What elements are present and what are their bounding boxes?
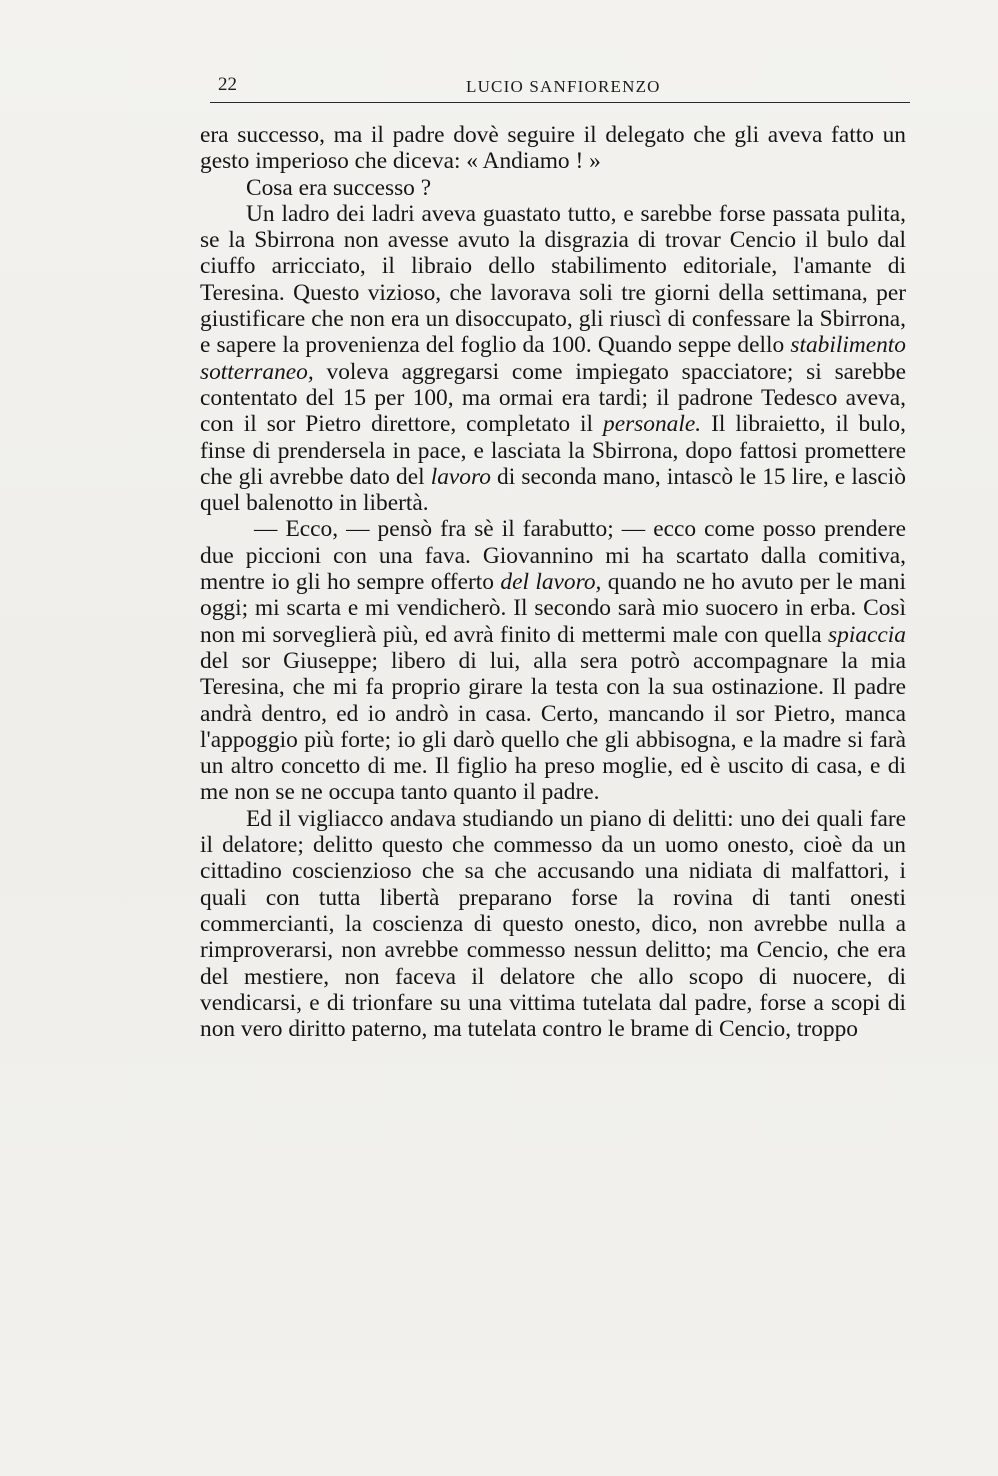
italic-lavoro: lavoro bbox=[430, 463, 491, 490]
paragraph-3-text-a: Un ladro dei ladri aveva guastato tutto, e sarebbe forse passata pulita, se la Sbirrona non avesse avuto la disgrazia di trovar Cencio il bulo dal ciuffo arricciato, il libraio dello stabilimento editoriale, l'amante di Teresina. Questo vizioso, che lavorava soli tre giorni della settimana, per giustificare che non era un disoccupato, gli riuscì di confessare la Sbirrona, e sapere la provenienza del foglio da 100. Quando seppe dello bbox=[200, 200, 906, 359]
page-number: 22 bbox=[218, 74, 237, 95]
paragraph-4 bbox=[200, 516, 906, 805]
paragraph-4-text-b: quando ne ho avuto per le mani oggi; mi scarta e mi vendicherò. Il secondo sarà mio suocero in erba. Così non mi sorveglierà più, ed avrà finito di mettermi male con quella bbox=[200, 569, 906, 648]
italic-personale: personale. bbox=[603, 411, 702, 438]
page-header bbox=[218, 74, 910, 100]
running-title: LUCIO SANFIORENZO bbox=[466, 77, 661, 96]
italic-stabilimento-sotterraneo: stabilimento sotterraneo, bbox=[200, 332, 906, 385]
paragraph-2: Cosa era successo ? bbox=[246, 174, 432, 201]
italic-del-lavoro: del lavoro, bbox=[500, 569, 602, 596]
paragraph-1: era successo, ma il padre dovè seguire il delegato che gli aveva fatto un gesto imperioso che diceva: « Andiamo ! » bbox=[200, 122, 906, 175]
body-text bbox=[200, 122, 906, 1042]
header-rule bbox=[210, 102, 910, 103]
paragraph-4-text-a: — Ecco, — pensò fra sè il farabutto; — ecco come posso prendere due piccioni con una fava. Giovannino mi ha scartato dalla comitiva, mentre io gli ho sempre offerto bbox=[200, 516, 906, 596]
paragraph-4-text-c: del sor Giuseppe; libero di lui, alla sera potrò accompagnare la mia Teresina, che mi fa proprio girare la testa con la sua ostinazione. Il padre andrà dentro, ed io andrò in casa. Certo, mancando il sor Pietro, manca l'appoggio più forte; io gli darò quello che gli abbisogna, e la madre si farà un altro concetto di me. Il figlio ha preso moglie, ed è uscito di casa, e di me non se ne occupa tanto quanto il padre. bbox=[200, 647, 906, 806]
paragraph-3-text-c: Il libraietto, il bulo, finse di prendersela in pace, e lasciata la Sbirrona, dopo fattosi promettere che gli avrebbe dato del bbox=[200, 411, 906, 490]
paragraph-3 bbox=[200, 201, 906, 517]
paragraph-5: Ed il vigliacco andava studiando un piano di delitti: uno dei quali fare il delatore; delitto questo che commesso da un uomo onesto, cioè da un cittadino coscienzioso che sa che accusando una nidiata di malfattori, i quali con tutta libertà preparano forse la rovina di tanti onesti commercianti, la coscienza di questo onesto, dico, non avrebbe nulla a rimproverarsi, non avrebbe commesso nessun delitto; ma Cencio, che era del mestiere, non faceva il delatore che allo scopo di nuocere, di vendicarsi, e di trionfare su una vittima tutelata dal padre, forse a scopi di non vero diritto paterno, ma tutelata contro le brame di Cencio, troppo bbox=[200, 805, 906, 1043]
paragraph-3-text-d: di seconda mano, intascò le 15 lire, e lasciò quel balenotto in libertà. bbox=[200, 463, 906, 517]
italic-spiaccia: spiaccia bbox=[828, 621, 906, 648]
paragraph-3-text-b: voleva aggregarsi come impiegato spacciatore; si sarebbe contentato del 15 per 100, ma ormai era tardi; il padrone Tedesco aveva, con il sor Pietro direttore, completato il bbox=[200, 358, 906, 438]
